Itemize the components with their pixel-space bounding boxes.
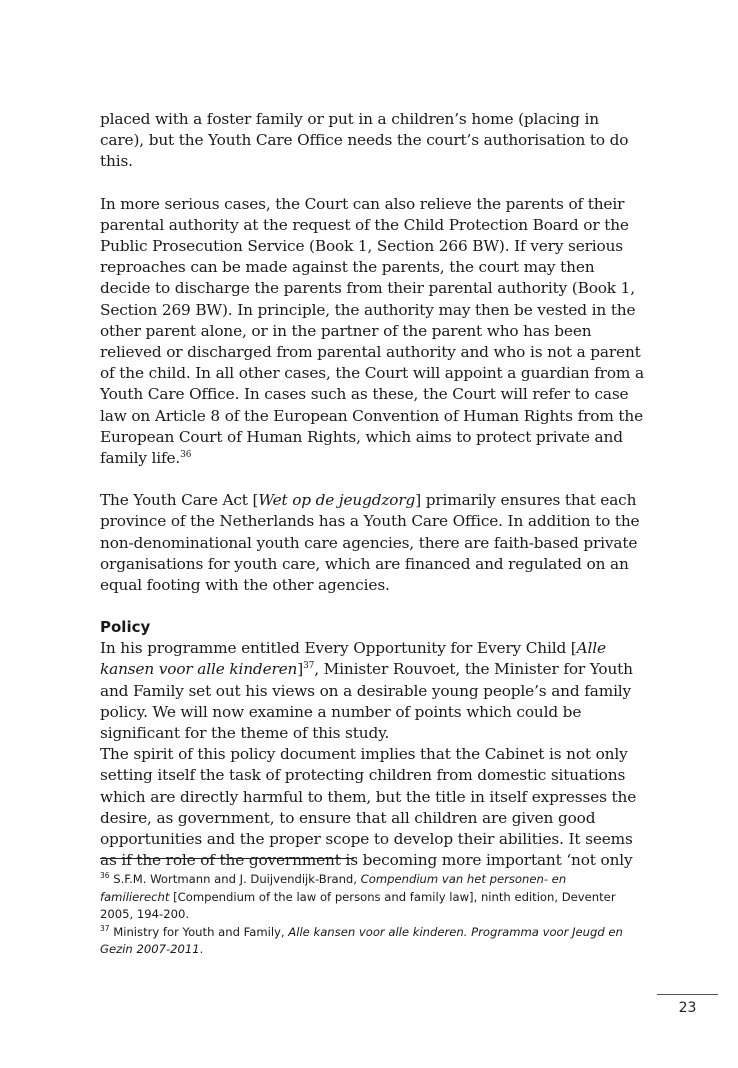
section-heading-policy: Policy: [100, 618, 151, 637]
page-number-rule: [657, 994, 718, 995]
paragraph-parental-authority: In more serious cases, the Court can also relieve the parents of their parental authority at the request of the Child Protection Board or the Public Prosecution Service (Book 1, Section 266 BW). If very serious reproaches can be made against the parents, the court may then decide to discharge the parents from their parental authority (Book 1, Section 269 BW). In principle, the authority may then be vested in the other parent alone, or in the partner of the parent who has been relieved or discharged from parental authority and who is not a parent of the child. In all other cases, the Court will appoint a guardian from a Youth Care Office. In cases such as these, the Court will refer to case law on Article 8 of the European Convention of Human Rights from the European Court of Human Rights, which aims to protect private and family life.$^{36}$: [100, 194, 644, 468]
paragraph-policy-spirit: The spirit of this policy document implies that the Cabinet is not only setting itself the task of protecting children from domestic situations which are directly harmful to them, but the title in itself expresses the desire, as government, to ensure that all children are given good opportunities and the proper scope to develop their abilities. It seems as if the role of the government is becoming more important ‘not only: [100, 745, 637, 870]
paragraph-youth-care-act: The Youth Care Act [Wet op de jeugdzorg] primarily ensures that each province of the Netherlands has a Youth Care Office. In addition to the non-denominational youth care agencies, there are faith-based private organisations for youth care, which are financed and regulated on an equal footing with the other agencies.: [100, 491, 640, 595]
page-number: 23: [678, 1000, 697, 1016]
page-body: [100, 109, 645, 872]
paragraph-programme: In his programme entitled Every Opportunity for Every Child [Alle kansen voor alle kinderen]$^{37}$, Minister Rouvoet, the Minister for Youth and Family set out his views on a desirable young people’s and family policy. We will now examine a number of points which could be significant for the theme of this study.: [100, 639, 633, 743]
footnote-36: $^{36}$ S.F.M. Wortmann and J. Duijvendijk-Brand, Compendium van het personen- en familierecht [Compendium of the law of persons and family law], ninth edition, Deventer 2005, 194-200.: [100, 871, 616, 922]
footnote-37: $^{37}$ Ministry for Youth and Family, Alle kansen voor alle kinderen. Programma voor Jeugd en Gezin 2007-2011.: [100, 923, 623, 957]
footnote-ref-36: 36: [180, 449, 192, 460]
footnote-divider: [100, 858, 354, 859]
paragraph-foster-care: placed with a foster family or put in a children’s home (placing in care), but the Youth Care Office needs the court’s authorisation to do this.: [100, 110, 629, 171]
footnotes: [100, 871, 630, 959]
footnote-ref-37: 37: [303, 661, 315, 672]
